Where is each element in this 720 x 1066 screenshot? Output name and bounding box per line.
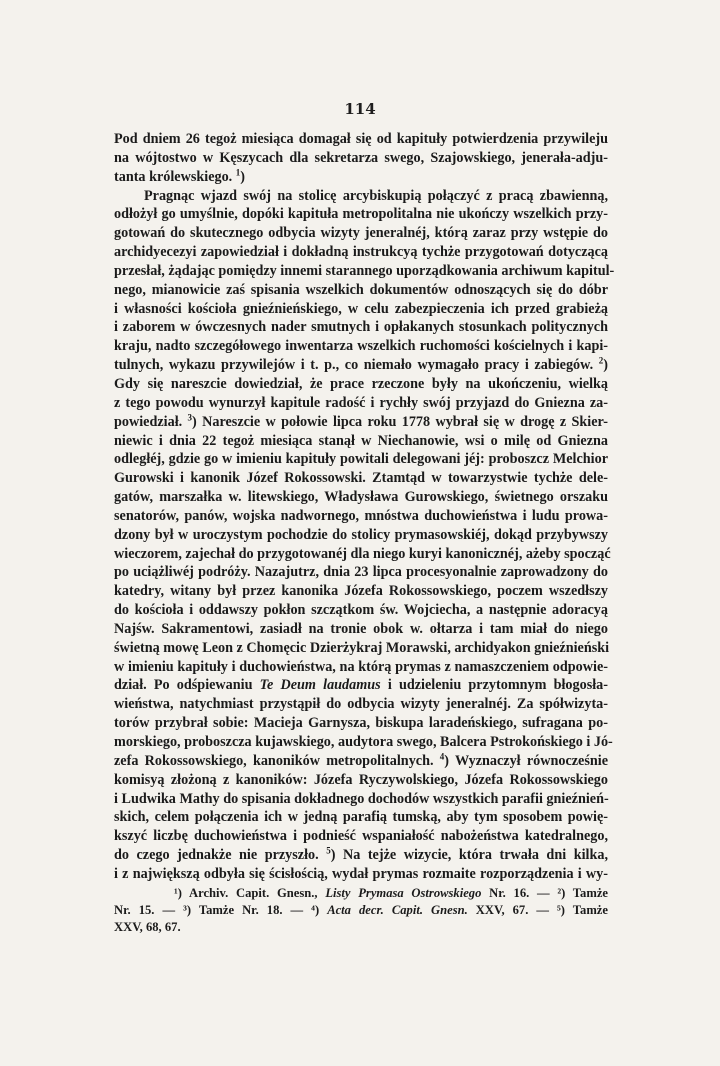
footnotes (114, 885, 608, 935)
text-line: i zaborem w ówczesnych nader smutnych i opłakanych stosunkach politycznych (114, 319, 608, 336)
footnote-line: Nr. 15. — ³) Tamże Nr. 18. — ⁴) Acta decr. Capit. Gnesn. XXV, 67. — ⁵) Tamże (114, 902, 608, 917)
text-line: morskiego, proboszcza kujawskiego, audytora swego, Balcera Pstrokońskiego i Jó- (114, 734, 613, 750)
text-line: nego, mianowicie zaś spisania wszelkich dokumentów odnoszących się do dóbr (114, 281, 608, 298)
text-line: powiedział. $^3$) Nareszcie w połowie lipca roku 1778 wybrał się w drogę z Skier- (114, 411, 609, 430)
text-line: katedry, witany był przez kanonika Józefa Rokossowskiego, poczem wszedłszy (114, 583, 608, 600)
text-line: dzony był w uroczystym pochodzie do stolicy prymasowskiéj, dokąd przybywszy (114, 526, 608, 543)
text-line: komisyą złożoną z kanoników: Józefa Ryczywolskiego, Józefa Rokossowskiego (114, 771, 608, 788)
text-line: odległéj, gdzie go w imieniu kapituły powitali delegowani jéj: proboszcz Melchior (114, 451, 608, 468)
text-line: tanta królewskiego. $^1$) (114, 166, 246, 185)
text-line: i Ludwika Mathy do spisania dokładnego dochodów wszystkich parafii gnieźnień- (114, 790, 609, 807)
text-line: kraju, nadto szczegółowego inwentarza wszelkich ruchomości kościelnych i kapi- (114, 338, 608, 355)
text-line: dział. Po odśpiewaniu Te Deum laudamus i udzieleniu przytomnym błogosła- (114, 677, 608, 694)
footnote-ref: 2 (598, 355, 604, 366)
text-line: przesłał, żądając pomiędzy innemi starannego uporządkowania archiwum kapitul- (114, 262, 615, 279)
text-line: zefa Rokossowskiego, kanoników metropolitalnych. $^4$) Wyznaczył równocześnie (114, 751, 609, 769)
text-line: i własności kościoła gnieźnieńskiego, w celu zabezpieczenia ich przed grabieżą (114, 300, 608, 317)
footnote-ref: 3 (187, 411, 193, 422)
footnote-line: ¹) Archiv. Capit. Gnesn., Listy Prymasa Ostrowskiego Nr. 16. — ²) Tamże (174, 886, 608, 900)
text-line: gatów, marszałka w. litewskiego, Władysława Gurowskiego, świetnego orszaku (114, 489, 608, 506)
text-line: kszyć liczbę duchowieństwa i podnieść wspaniałość nabożeństwa katedralnego, (114, 828, 608, 845)
text-line: Pod dniem 26 tegoż miesiąca domagał się od kapituły potwierdzenia przywileju (114, 131, 608, 147)
text-line: niewic i dnia 22 tegoż miesiąca stanął w Niechanowie, wsi o milę od Gniezna (114, 432, 608, 449)
text-line: wieczorem, zajechał do przygotowanéj dla niego kuryi kanonicznéj, ażeby spocząć (114, 545, 611, 562)
text-line: w imieniu kapituły i duchowieństwa, na którą prymas z namaszczeniem odpowie- (114, 658, 608, 675)
text-line: Gdy się nareszcie dowiedział, że prace rzeczone były na ukończeniu, wielką (114, 375, 608, 392)
page-number: 114 (344, 100, 376, 118)
text-line: odłożył go umyślnie, dopóki kapituła metropolitalna nie ukończy wszelkich przy- (114, 206, 608, 223)
text-line: na wójtostwo w Kęszycach dla sekretarza swego, Szajowskiego, jenerała-adju- (114, 149, 608, 166)
text-line: Gurowski i kanonik Józef Rokossowski. Ztamtąd w towarzystwie tychże dele- (114, 470, 608, 487)
text-line: archidyecezyi zapowiedział i dokładną instrukcyą tychże przygotowań dotyczącą (114, 244, 608, 261)
text-line: skich, celem połączenia ich w jedną parafią tumską, aby tym sposobem powię- (114, 809, 608, 826)
text-line: po uciążliwéj podróży. Nazajutrz, dnia 23 lipca procesyonalnie zaprowadzony do (114, 564, 608, 581)
text-line: gotowań do skutecznego odbycia wizyty jeneralnéj, którą zaraz przy wstępie do (114, 225, 608, 242)
footnote-ref: 1 (235, 166, 241, 177)
footnote-ref: 4 (439, 751, 445, 762)
text-line: senatorów, panów, wojska nadwornego, mnóstwa duchowieństwa i ludu prowa- (114, 507, 608, 524)
body-text (114, 130, 615, 884)
text-line: do kościoła i oddawszy pokłon szczątkom św. Wojciecha, a następnie adoracyą (114, 602, 608, 619)
footnote-line: XXV, 68, 67. (114, 919, 181, 934)
text-line: i z największą odbyła się ścisłością, wydał prymas rozmaite rozporządzenia i wy- (114, 865, 608, 882)
text-line: do czego jednakże nie przyszło. $^5$) Na tejże wizycie, która trwała dni kilka, (114, 845, 608, 864)
text-line: z tego powodu wynurzył kapitule radość i rychły swój przyjazd do Gniezna za- (114, 394, 608, 411)
text-line: Pragnąc wjazd swój na stolicę arcybiskupią połączyć z pracą zbawienną, (144, 187, 608, 204)
text-line: Najśw. Sakramentowi, zasiadł na tronie obok w. ołtarza i tam miał do niego (114, 620, 608, 637)
text-line: tulnych, wykazu przywilejów i t. p., co niemało wymagało pracy i zabiegów. $^2$) (114, 355, 609, 374)
text-line: świetną mowę Leon z Chomęcic Dzierżykraj Morawski, archidyakon gnieźnieński (114, 639, 610, 656)
text-line: torów przybrał sobie: Macieja Garnysza, biskupa laradeńskiego, sufragana po- (114, 715, 608, 732)
text-line: wieństwa, natychmiast przystąpił do odbycia wizyty jeneralnéj. Za spółwizyta- (114, 696, 608, 713)
footnote-ref: 5 (326, 845, 331, 856)
